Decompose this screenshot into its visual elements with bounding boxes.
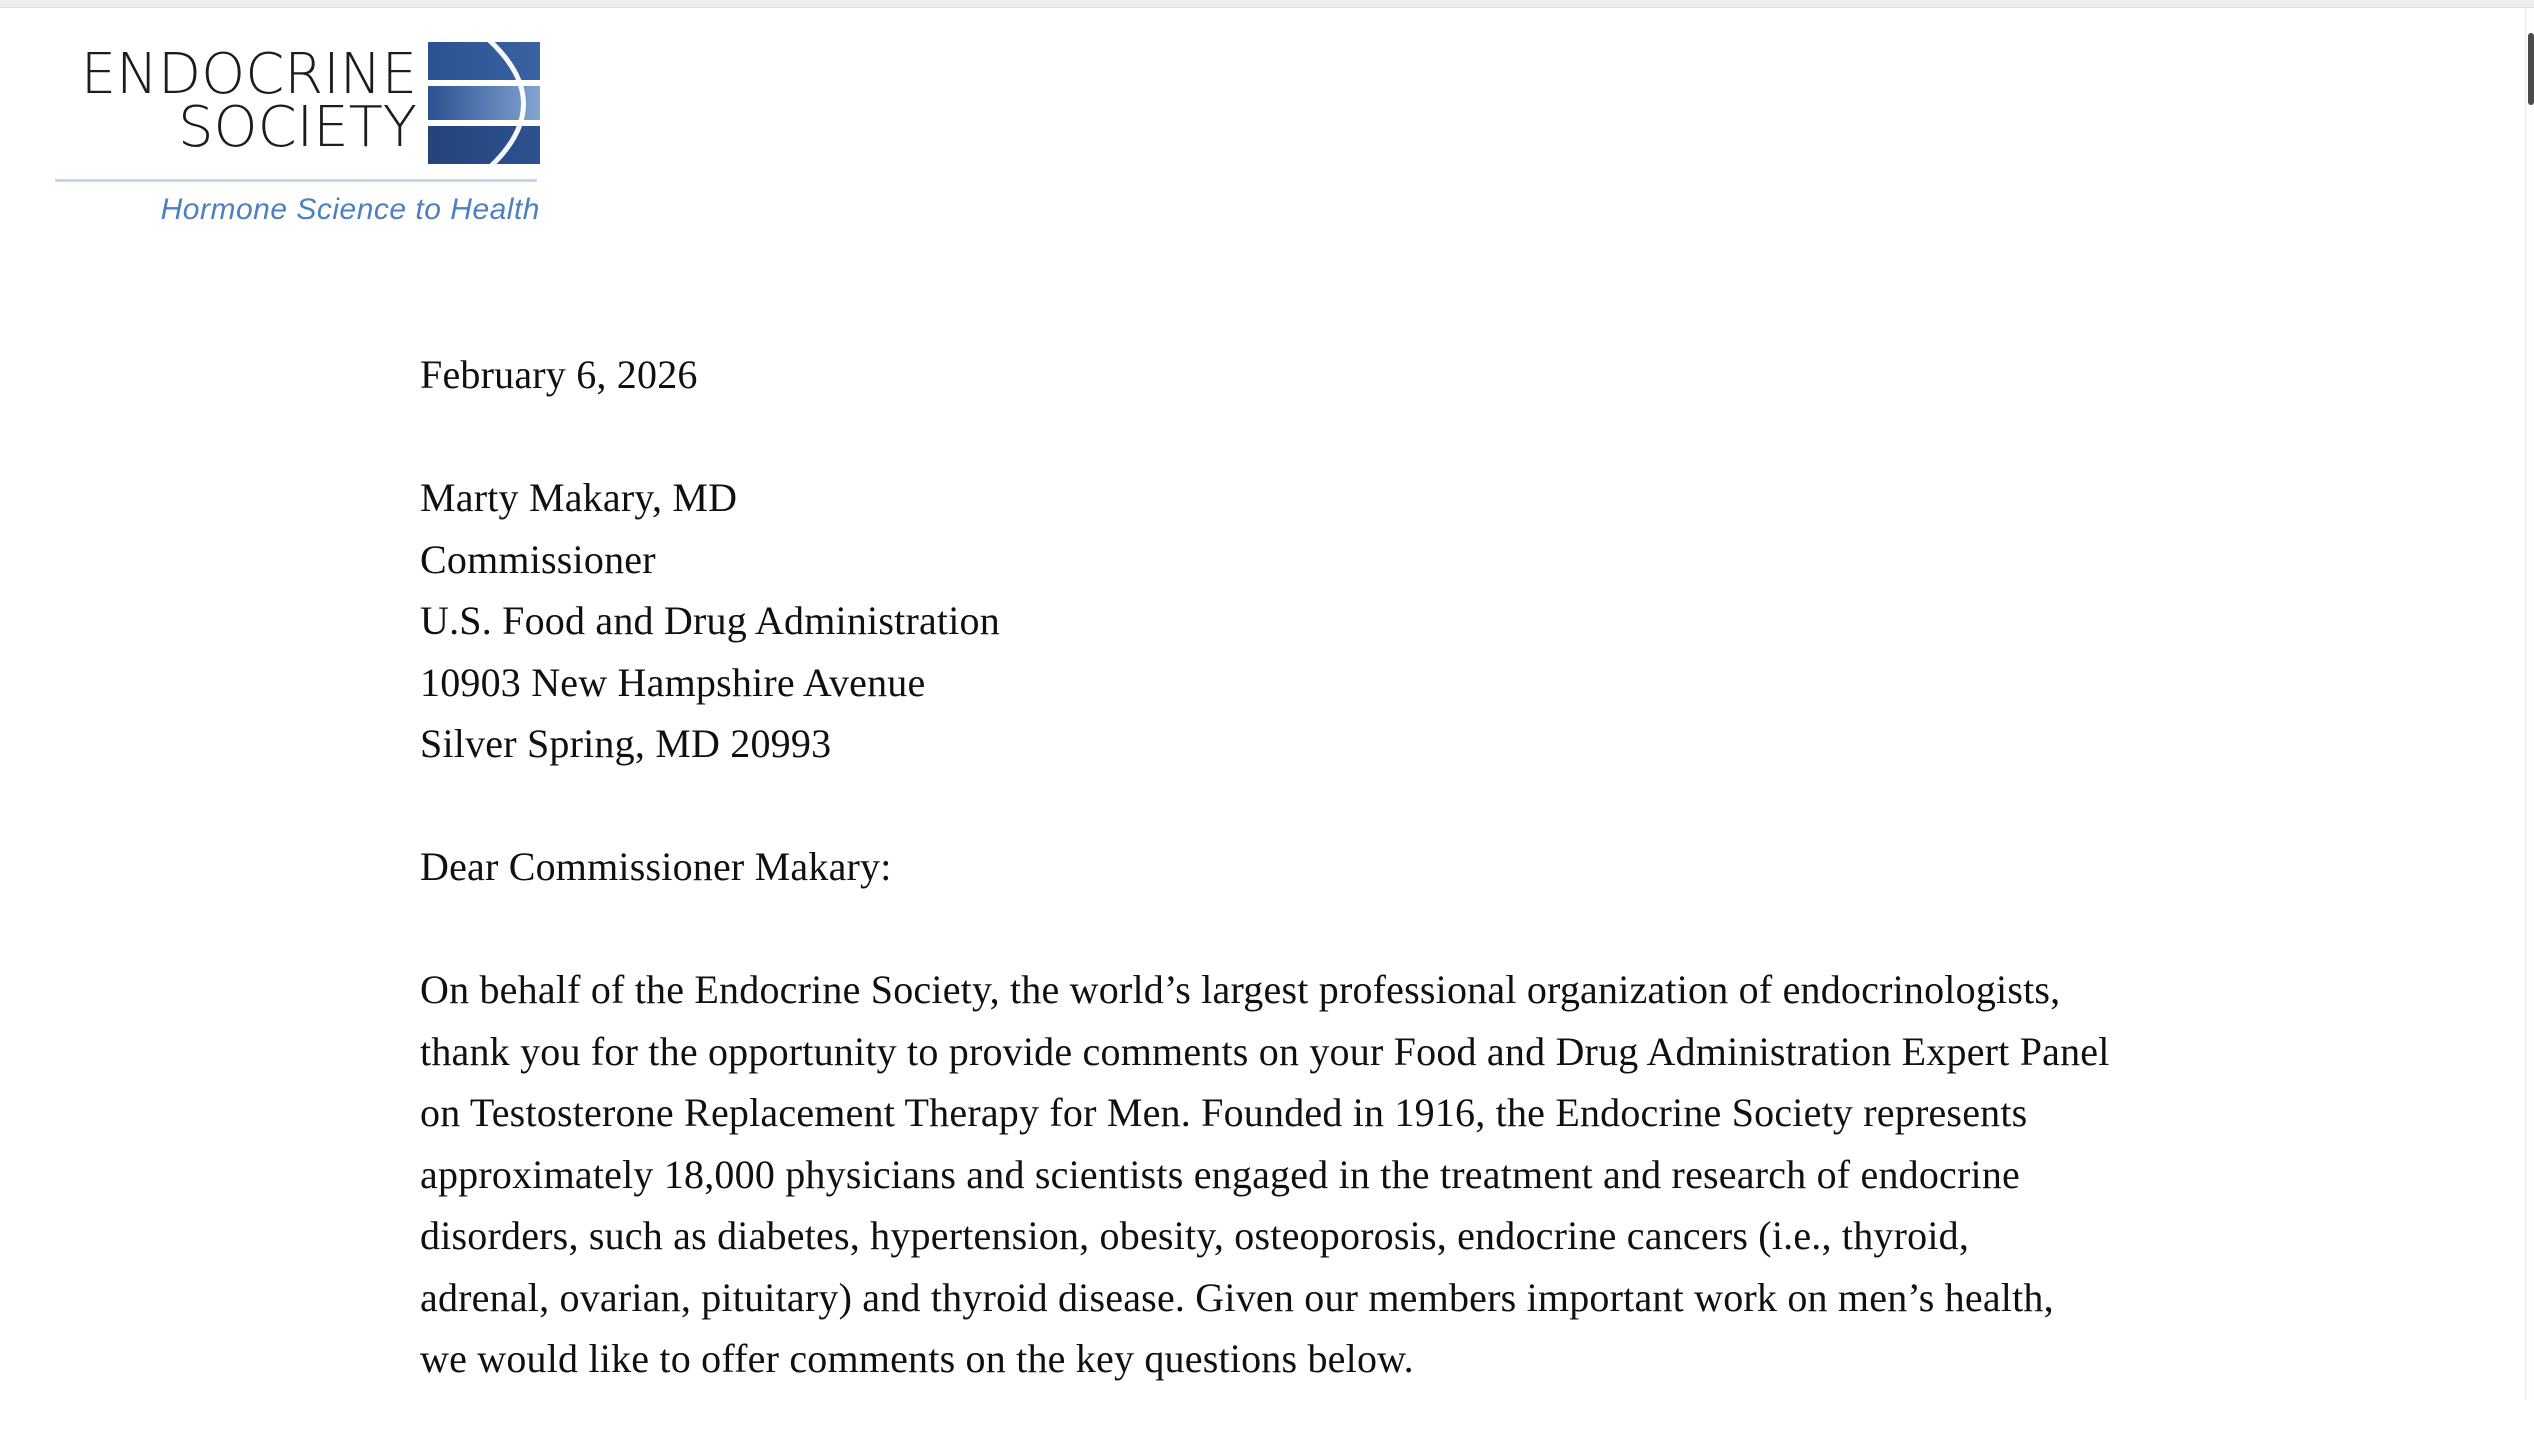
address-line: Silver Spring, MD 20993	[420, 721, 832, 766]
recipient-address	[420, 467, 2405, 775]
address-line: U.S. Food and Drug Administration	[420, 598, 1000, 643]
paragraph-line: approximately 18,000 physicians and scientists engaged in the treatment and research of endocrine	[420, 1151, 2020, 1197]
letter-body	[420, 344, 2405, 1451]
date-block	[420, 344, 2405, 406]
logo-divider-rule	[55, 179, 537, 182]
paragraph-line: on Testosterone Replacement Therapy for Men. Founded in 1916, the Endocrine Society represents	[420, 1090, 2028, 1135]
viewer-top-strip	[0, 0, 2534, 8]
address-line: 10903 New Hampshire Avenue	[420, 659, 926, 705]
paragraph-line: thank you for the opportunity to provide comments on your Food and Drug Administration Expert Panel	[420, 1028, 2110, 1074]
address-line: Marty Makary, MD	[420, 475, 738, 520]
logo-wordmark-line2: SOCIETY	[177, 95, 417, 160]
endocrine-society-logo	[55, 40, 542, 235]
logo-wordmark	[55, 42, 417, 160]
date-line: February 6, 2026	[420, 352, 698, 397]
paragraph-line: we would like to offer comments on the key questions below.	[420, 1336, 1414, 1381]
endocrine-society-logo-icon	[428, 42, 540, 164]
scrollbar-track[interactable]	[2525, 8, 2534, 1400]
paragraph-line: On behalf of the Endocrine Society, the world’s largest professional organization of endocrinologists,	[420, 967, 2061, 1012]
salutation-line: Dear Commissioner Makary:	[420, 844, 892, 889]
salutation-block	[420, 836, 2405, 898]
paragraph-line: adrenal, ovarian, pituitary) and thyroid disease. Given our members important work on men’s health,	[420, 1274, 2054, 1320]
address-line: Commissioner	[420, 536, 656, 582]
body-paragraph	[420, 959, 2405, 1390]
logo-wordmark-line1: ENDOCRINE	[80, 42, 417, 107]
scrollbar-thumb[interactable]	[2528, 33, 2534, 105]
paragraph-line: disorders, such as diabetes, hypertension, obesity, osteoporosis, endocrine cancers (i.e., thyroid,	[420, 1213, 1970, 1258]
logo-tagline: Hormone Science to Health	[160, 193, 540, 226]
